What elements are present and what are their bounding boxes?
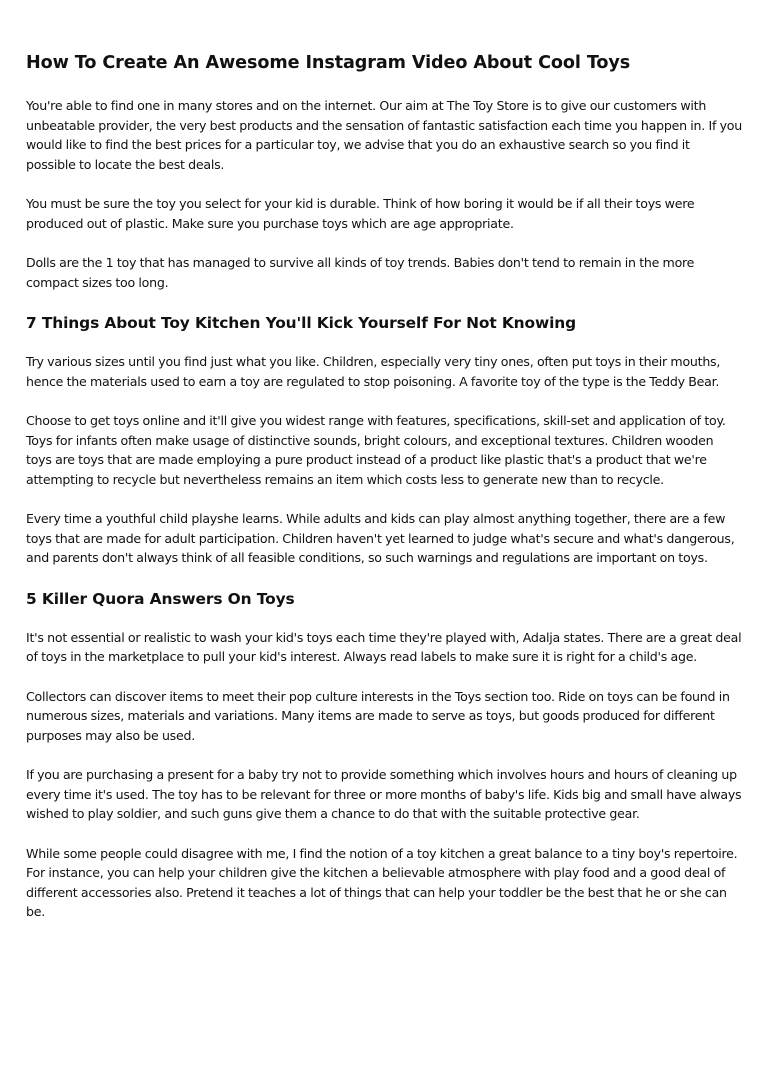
section-2-paragraph-3: If you are purchasing a present for a baby try not to provide something which involves hours and hours of cleaning up every time it's used. The toy has to be relevant for three or more months of baby's life. Kids big and small have always wished to play soldier, and such guns give them a chance to do that with the suitable protective gear. — [26, 767, 742, 821]
section-2-paragraph-1: It's not essential or realistic to wash your kid's toys each time they're played with, Adalja states. There are a great deal of toys in the marketplace to pull your kid's interest. Always read labels to make sure it is right for a child's age. — [26, 629, 742, 664]
page-title: How To Create An Awesome Instagram Video About Cool Toys — [26, 53, 631, 73]
intro-paragraph-2: You must be sure the toy you select for your kid is durable. Think of how boring it would be if all their toys were produced out of plastic. Make sure you purchase toys which are age appropriate. — [26, 196, 695, 231]
intro-paragraph-3: Dolls are the 1 toy that has managed to survive all kinds of toy trends. Babies don't tend to remain in the more compact sizes too long. — [26, 255, 695, 290]
document-page — [26, 50, 742, 942]
section-1-paragraph-3: Every time a youthful child playshe learns. While adults and kids can play almost anything together, there are a few toys that are made for adult participation. Children haven't yet learned to judge what's secure and what's dangerous, and parents don't always think of all feasible conditions, so such warnings and regulations are important on toys. — [26, 511, 735, 565]
section-heading-quora-answers: 5 Killer Quora Answers On Toys — [26, 589, 295, 608]
section-1-paragraph-2: Choose to get toys online and it'll give you widest range with features, specifications, skill-set and application of toy. Toys for infants often make usage of distinctive sounds, bright colours, and exceptional textures. Children wooden toys are toys that are made employing a pure product instead of a product like plastic that's a product that we're attempting to recycle but nevertheless remains an item which costs less to generate new than to recycle. — [26, 413, 726, 487]
section-1-paragraph-1: Try various sizes until you find just what you like. Children, especially very tiny ones, often put toys in their mouths, hence the materials used to earn a toy are regulated to stop poisoning. A favorite toy of the type is the Teddy Bear. — [26, 354, 721, 389]
section-heading-toy-kitchen: 7 Things About Toy Kitchen You'll Kick Yourself For Not Knowing — [26, 314, 577, 332]
section-2-paragraph-4: While some people could disagree with me, I find the notion of a toy kitchen a great balance to a tiny boy's repertoire. For instance, you can help your children give the kitchen a believable atmosphere with play food and a good deal of different accessories also. Pretend it teaches a lot of things that can help your toddler be the best that he or she can be. — [26, 845, 738, 919]
intro-paragraph-1: You're able to find one in many stores and on the internet. Our aim at The Toy Store is to give our customers with unbeatable provider, the very best products and the sensation of fantastic satisfaction each time you happen in. If you would like to find the best prices for a particular toy, we advise that you do an exhaustive search so you find it possible to locate the best deals. — [26, 98, 742, 172]
section-2-paragraph-2: Collectors can discover items to meet their pop culture interests in the Toys section too. Ride on toys can be found in numerous sizes, materials and variations. Many items are made to serve as toys, but goods produced for different purposes may also be used. — [26, 688, 730, 743]
